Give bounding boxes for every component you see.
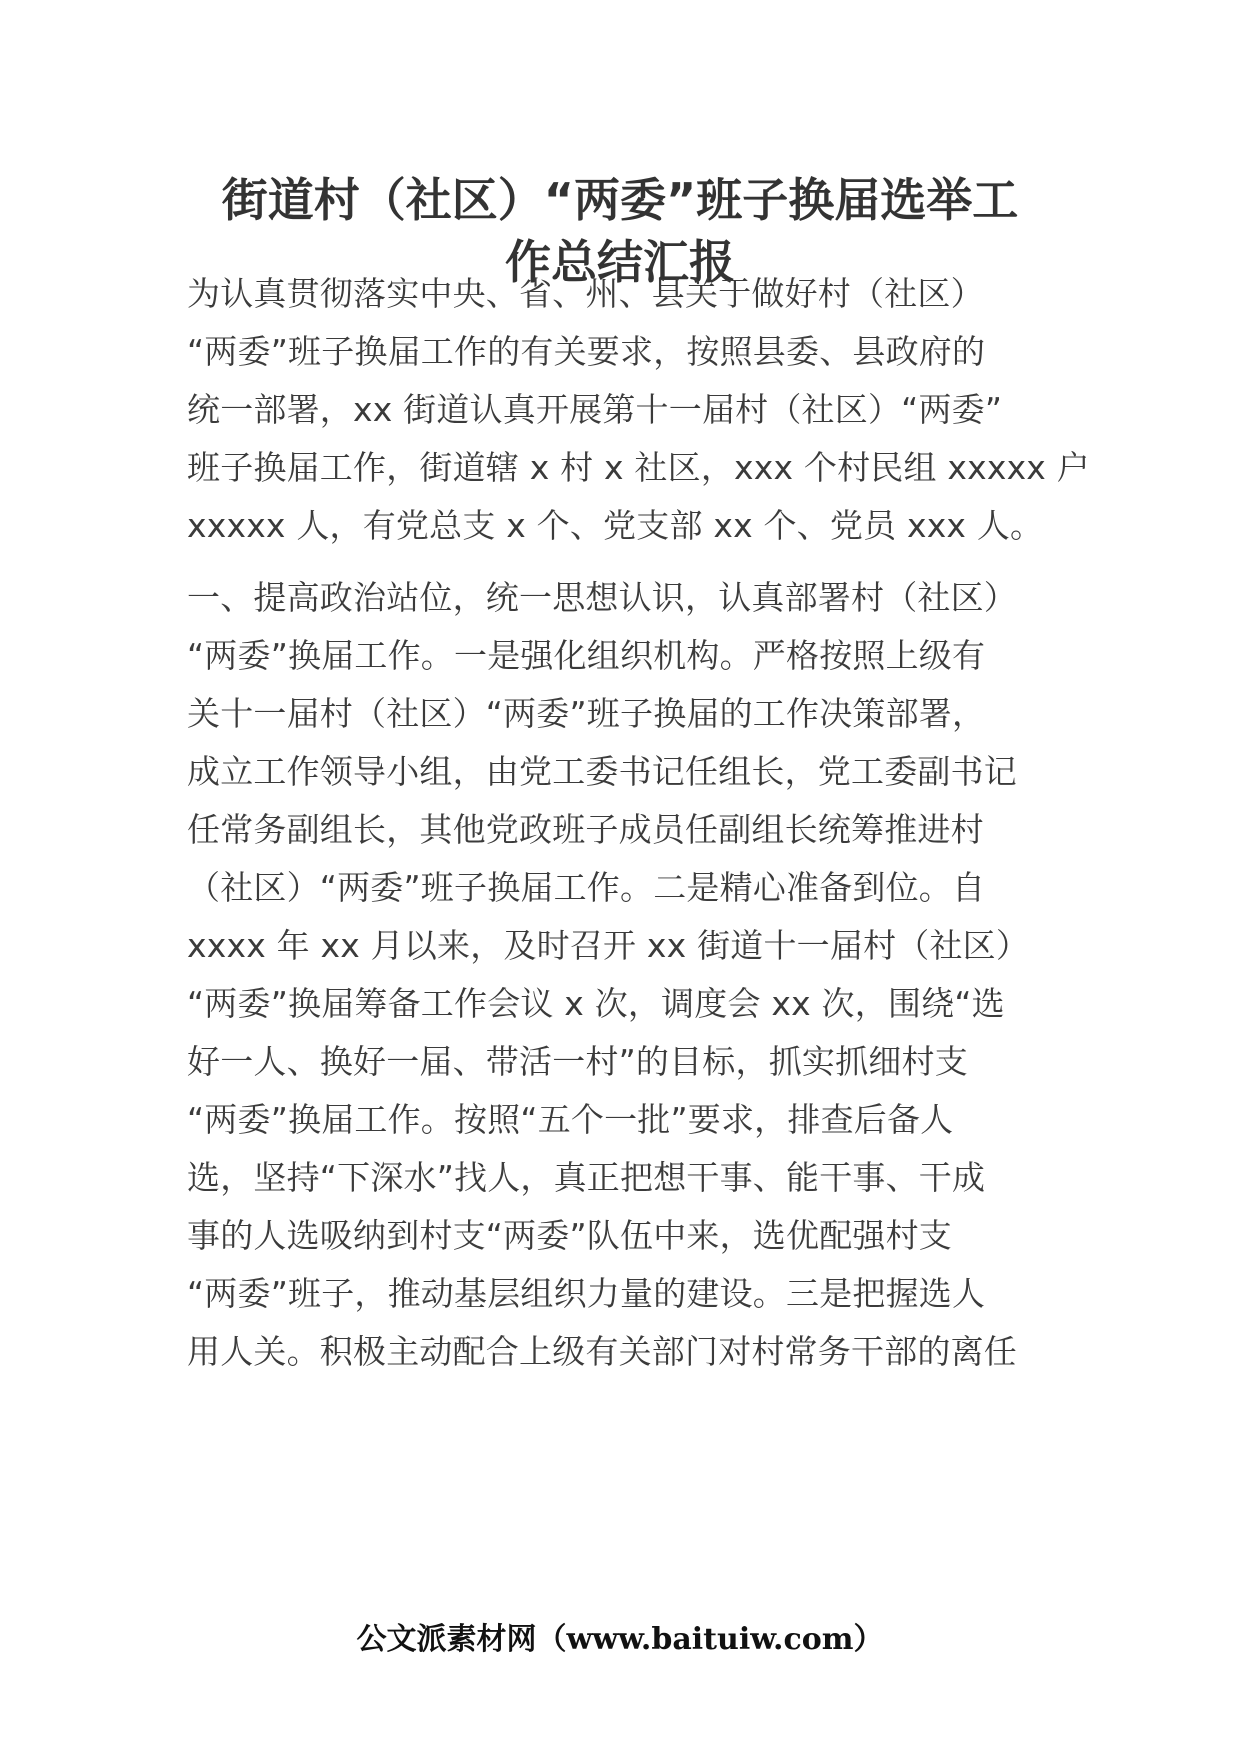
document-title-line-2: 作总结汇报 <box>505 235 735 289</box>
text-line: 为认真贯彻落实中央、省、州、县关于做好村（社区） <box>187 274 984 313</box>
text-line: 用人关。积极主动配合上级有关部门对村常务干部的离任 <box>187 1332 1017 1371</box>
text-line: “两委”换届工作。一是强化组织机构。严格按照上级有 <box>187 636 986 675</box>
text-line: 一、提高政治站位，统一思想认识，认真部署村（社区） <box>187 578 1017 617</box>
text-line: 选，坚持“下深水”找人，真正把想干事、能干事、干成 <box>187 1158 986 1197</box>
text-line: “两委”班子，推动基层组织力量的建设。三是把握选人 <box>187 1274 986 1313</box>
text-line: 任常务副组长，其他党政班子成员任副组长统筹推进村 <box>187 810 984 849</box>
text-line: xxxxx 人，有党总支 x 个、党支部 xx 个、党员 xxx 人。 <box>187 506 1044 545</box>
footer-watermark-text: 公文派素材网（www.baituiw.com） <box>356 1622 884 1657</box>
text-line: xxxx 年 xx 月以来，及时召开 xx 街道十一届村（社区） <box>187 926 1030 965</box>
text-line: （社区）“两委”班子换届工作。二是精心准备到位。自 <box>187 868 986 907</box>
text-line: “两委”换届筹备工作会议 x 次，调度会 xx 次，围绕“选 <box>187 984 1005 1023</box>
text-line: 班子换届工作，街道辖 x 村 x 社区，xxx 个村民组 xxxxx 户 <box>187 448 1090 487</box>
text-line: 关十一届村（社区）“两委”班子换届的工作决策部署， <box>187 694 986 733</box>
text-line: 好一人、换好一届、带活一村”的目标，抓实抓细村支 <box>187 1042 968 1081</box>
text-line: “两委”换届工作。按照“五个一批”要求，排查后备人 <box>187 1100 954 1139</box>
text-line: 统一部署，xx 街道认真开展第十一届村（社区）“两委” <box>187 390 1003 429</box>
document-title-line-1: 街道村（社区）“两委”班子换届选举工 <box>221 173 1019 227</box>
text-line: 事的人选吸纳到村支“两委”队伍中来，选优配强村支 <box>187 1216 952 1255</box>
text-line: “两委”班子换届工作的有关要求，按照县委、县政府的 <box>187 332 986 371</box>
text-line: 成立工作领导小组，由党工委书记任组长，党工委副书记 <box>187 752 1017 791</box>
